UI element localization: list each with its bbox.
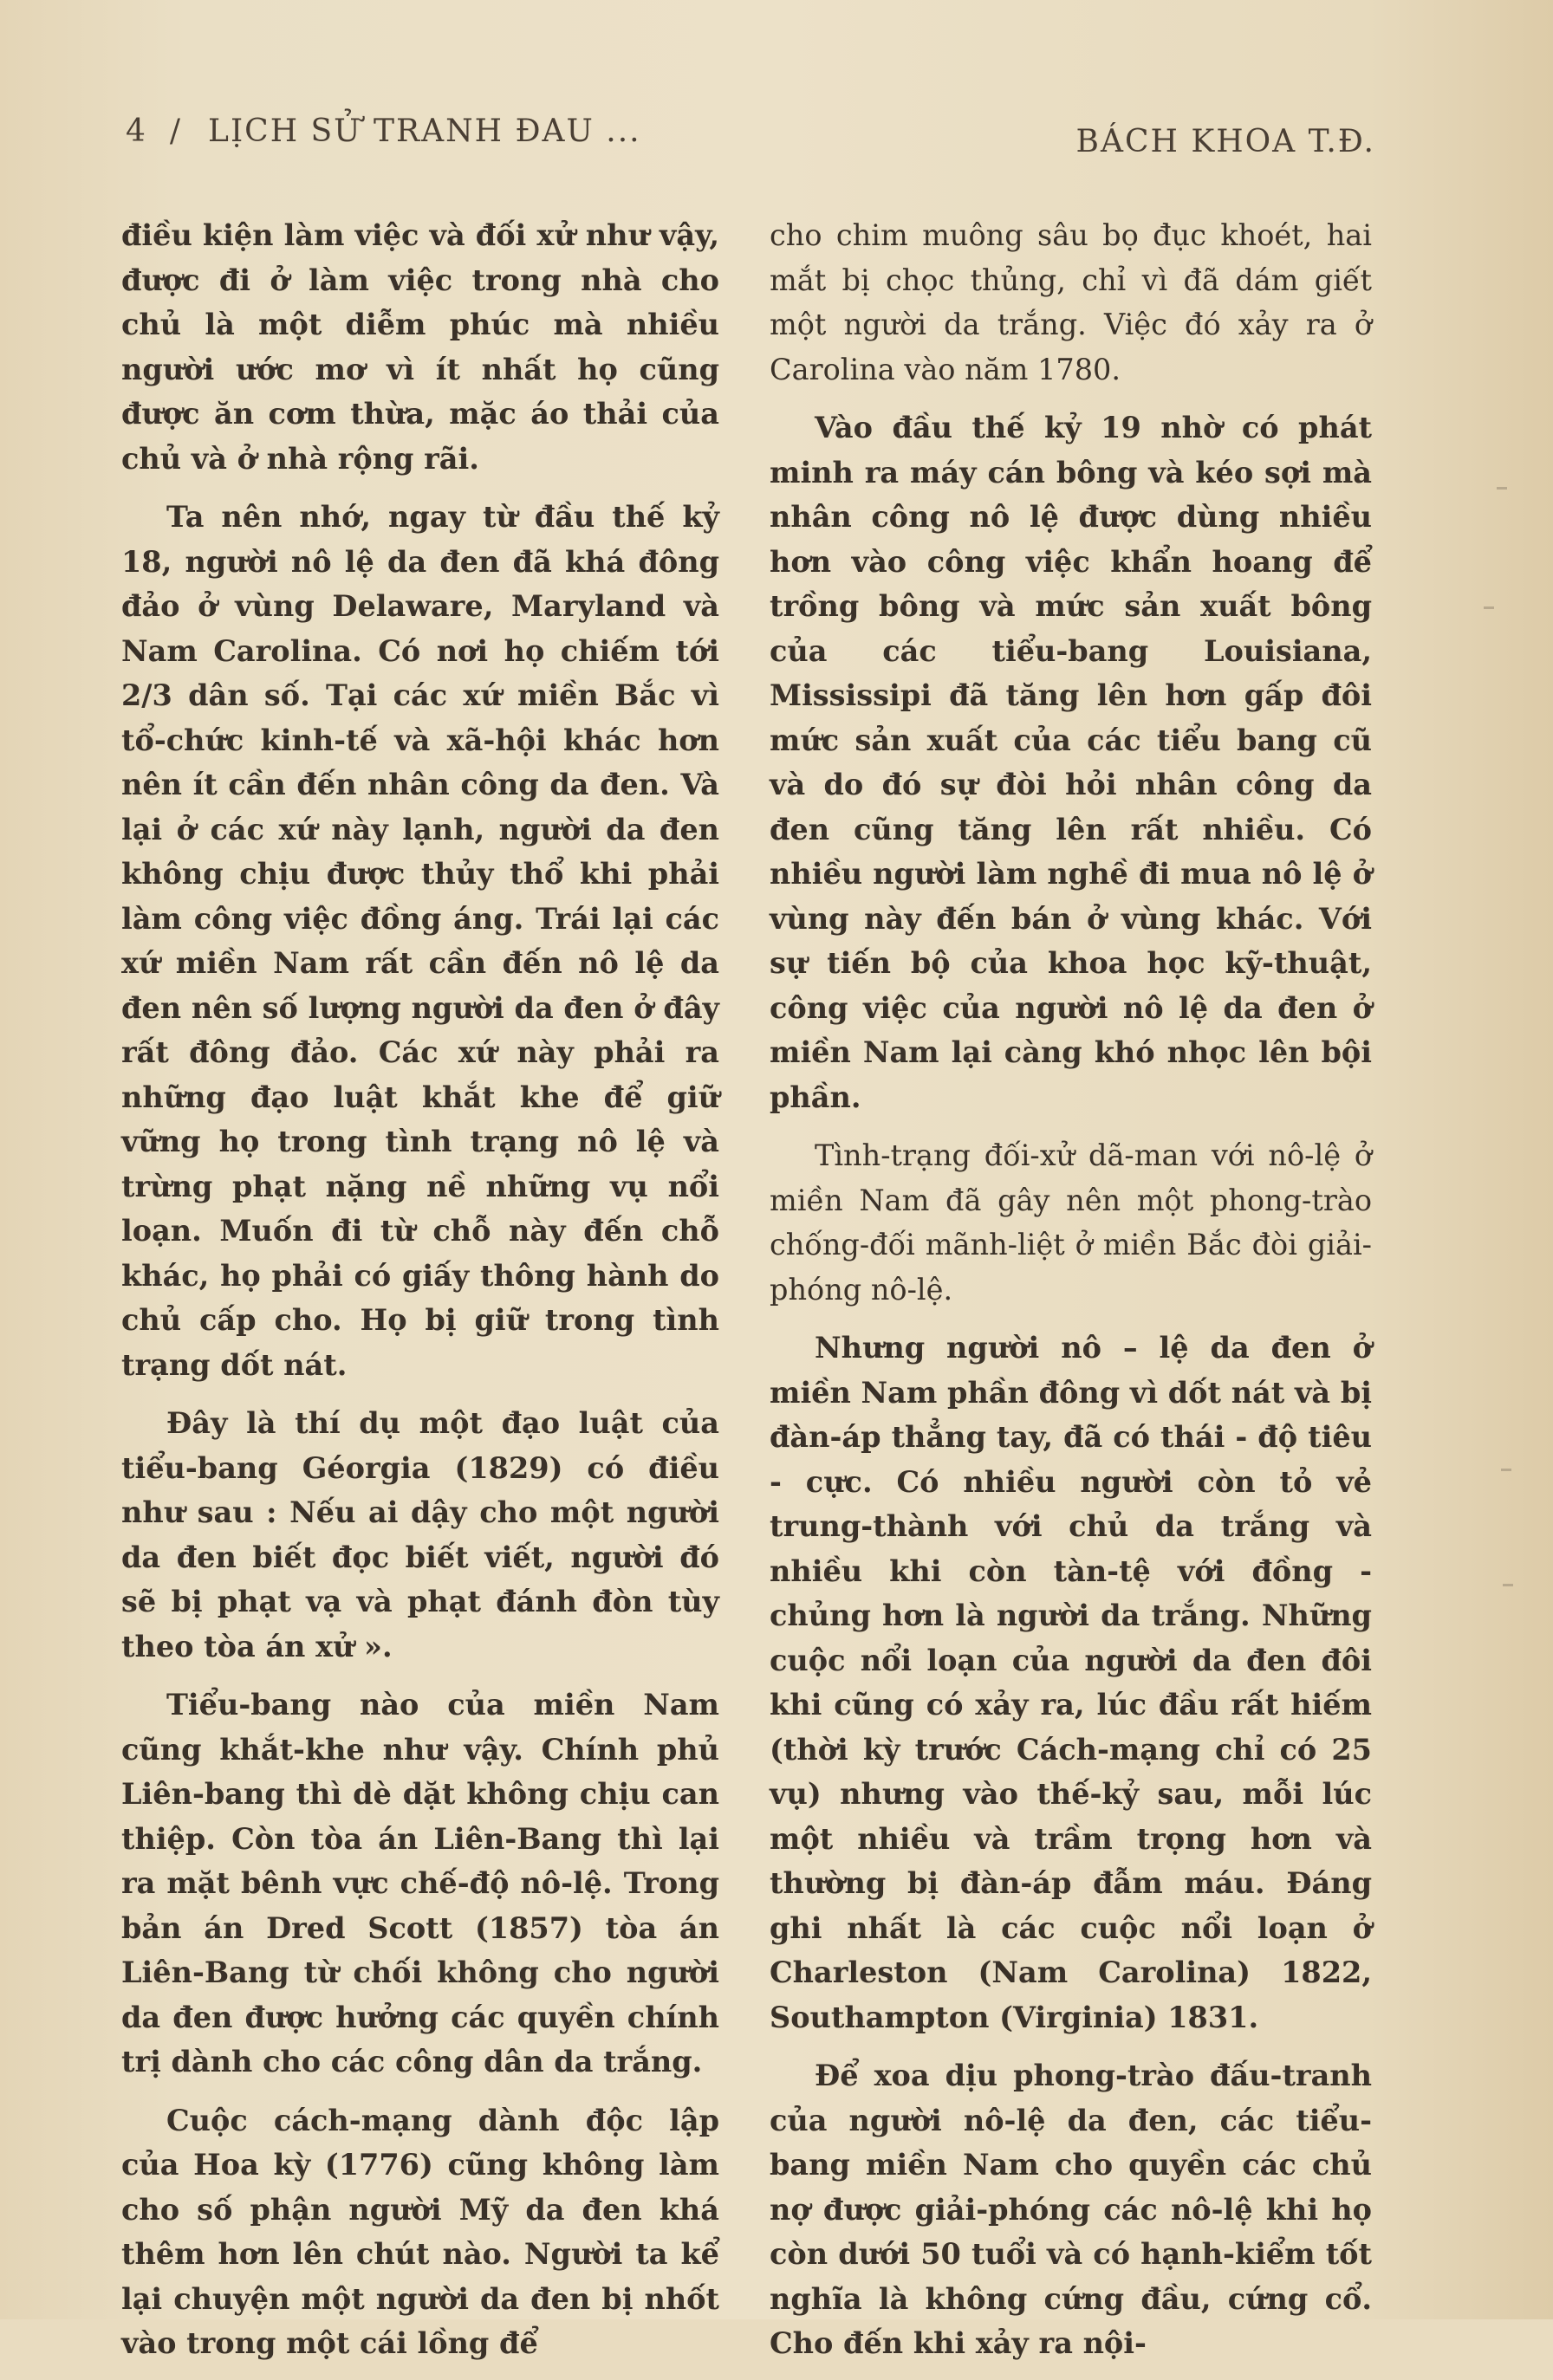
left-paragraph-3: Đây là thí dụ một đạo luật của tiểu-bang Géorgia (1829) có điều như sau : Nếu ai dậy cho một người da đen biết đọc biết viết, người đó sẽ bị phạt vạ và phạt đánh đòn tùy theo tòa án xử ». [121,1406,719,1663]
right-paragraph-4: Nhưng người nô – lệ da đen ở miền Nam phần đông vì dốt nát và bị đàn-áp thẳng tay, đã có thái - độ tiêu - cực. Có nhiều người còn tỏ vẻ trung-thành với chủ da trắng và nhiều khi còn tàn-tệ với đồng - chủng hơn là người da trắng. Những cuộc nổi loạn của người da đen đôi khi cũng có xảy ra, lúc đầu rất hiếm (thời kỳ trước Cách-mạng chỉ có 25 vụ) nhưng vào thế-kỷ sau, mỗi lúc một nhiều và trầm trọng hơn và thường bị đàn-áp đẫm máu. Đáng ghi nhất là các cuộc nổi loạn ở Charleston (Nam Carolina) 1822, Southampton (Virginia) 1831. [770,1331,1372,2034]
left-paragraph-4: Tiểu-bang nào của miền Nam cũng khắt-khe như vậy. Chính phủ Liên-bang thì dè dặt không chịu can thiệp. Còn tòa án Liên-Bang thì lại ra mặt bênh vực chế-độ nô-lệ. Trong bản án Dred Scott (1857) tòa án Liên-Bang từ chối không cho người da đen được hưởng các quyền chính trị dành cho các công dân da trắng. [121,1688,719,2078]
header-left [126,113,641,149]
margin-mark [1501,1469,1511,1471]
header-separator: / [169,113,183,149]
margin-mark [1503,1584,1513,1586]
left-paragraph-1: điều kiện làm việc và đối xử như vậy, được đi ở làm việc trong nhà cho chủ là một diễm phúc mà nhiều người ước mơ vì ít nhất họ cũng được ăn cơm thừa, mặc áo thải của chủ và ở nhà rộng rãi. [121,218,719,476]
section-title: LỊCH SỬ TRANH ĐAU ... [208,113,641,149]
right-paragraph-2: Vào đầu thế kỷ 19 nhờ có phát minh ra máy cán bông và kéo sợi mà nhân công nô lệ được dùng nhiều hơn vào công việc khẩn hoang để trồng bông và mức sản xuất bông của các tiểu-bang Louisiana, Mississipi đã tăng lên hơn gấp đôi mức sản xuất của các tiểu bang cũ và do đó sự đòi hỏi nhân công da đen cũng tăng lên rất nhiều. Có nhiều người làm nghề đi mua nô lệ ở vùng này đến bán ở vùng khác. Với sự tiến bộ của khoa học kỹ-thuật, công việc của người nô lệ da đen ở miền Nam lại càng khó nhọc lên bội phần. [770,411,1372,1114]
left-paragraph-2: Ta nên nhớ, ngay từ đầu thế kỷ 18, người nô lệ da đen đã khá đông đảo ở vùng Delaware, Maryland và Nam Carolina. Có nơi họ chiếm tới 2/3 dân số. Tại các xứ miền Bắc vì tổ-chức kinh-tế và xã-hội khác hơn nên ít cần đến nhân công da đen. Và lại ở các xứ này lạnh, người da đen không chịu được thủy thổ khi phải làm công việc đồng áng. Trái lại các xứ miền Nam rất cần đến nô lệ da đen nên số lượng người da đen ở đây rất đông đảo. Các xứ này phải ra những đạo luật khắt khe để giữ vững họ trong tình trạng nô lệ và trừng phạt nặng nề những vụ nổi loạn. Muốn đi từ chỗ này đến chỗ khác, họ phải có giấy thông hành do chủ cấp cho. Họ bị giữ trong tình trạng dốt nát. [121,500,719,1382]
margin-mark [1484,606,1494,609]
left-paragraph-5: Cuộc cách-mạng dành độc lập của Hoa kỳ (1776) cũng không làm cho số phận người Mỹ da đen khá thêm hơn lên chút nào. Người ta kể lại chuyện một người da đen bị nhốt vào trong một cái lồng để [121,2103,719,2360]
right-paragraph-1: cho chim muông sâu bọ đục khoét, hai mắt bị chọc thủng, chỉ vì đã dám giết một người da trắng. Việc đó xảy ra ở Carolina vào năm 1780. [770,218,1372,386]
publication-name: BÁCH KHOA T.Đ. [1075,124,1375,159]
right-paragraph-3: Tình-trạng đối-xử dã-man với nô-lệ ở miền Nam đã gây nên một phong-trào chống-đối mãnh-liệt ở miền Bắc đòi giải-phóng nô-lệ. [770,1138,1372,1307]
running-header [126,108,1375,160]
right-column [770,213,1372,2380]
left-column [121,213,719,2380]
page-number: 4 [126,113,147,149]
margin-mark [1497,487,1507,490]
right-paragraph-5: Để xoa dịu phong-trào đấu-tranh của người nô-lệ da đen, các tiểu-bang miền Nam cho quyền các chủ nợ được giải-phóng các nô-lệ khi họ còn dưới 50 tuổi và có hạnh-kiểm tốt nghĩa là không cứng đầu, cứng cổ. Cho đến khi xảy ra nội- [770,2059,1372,2360]
